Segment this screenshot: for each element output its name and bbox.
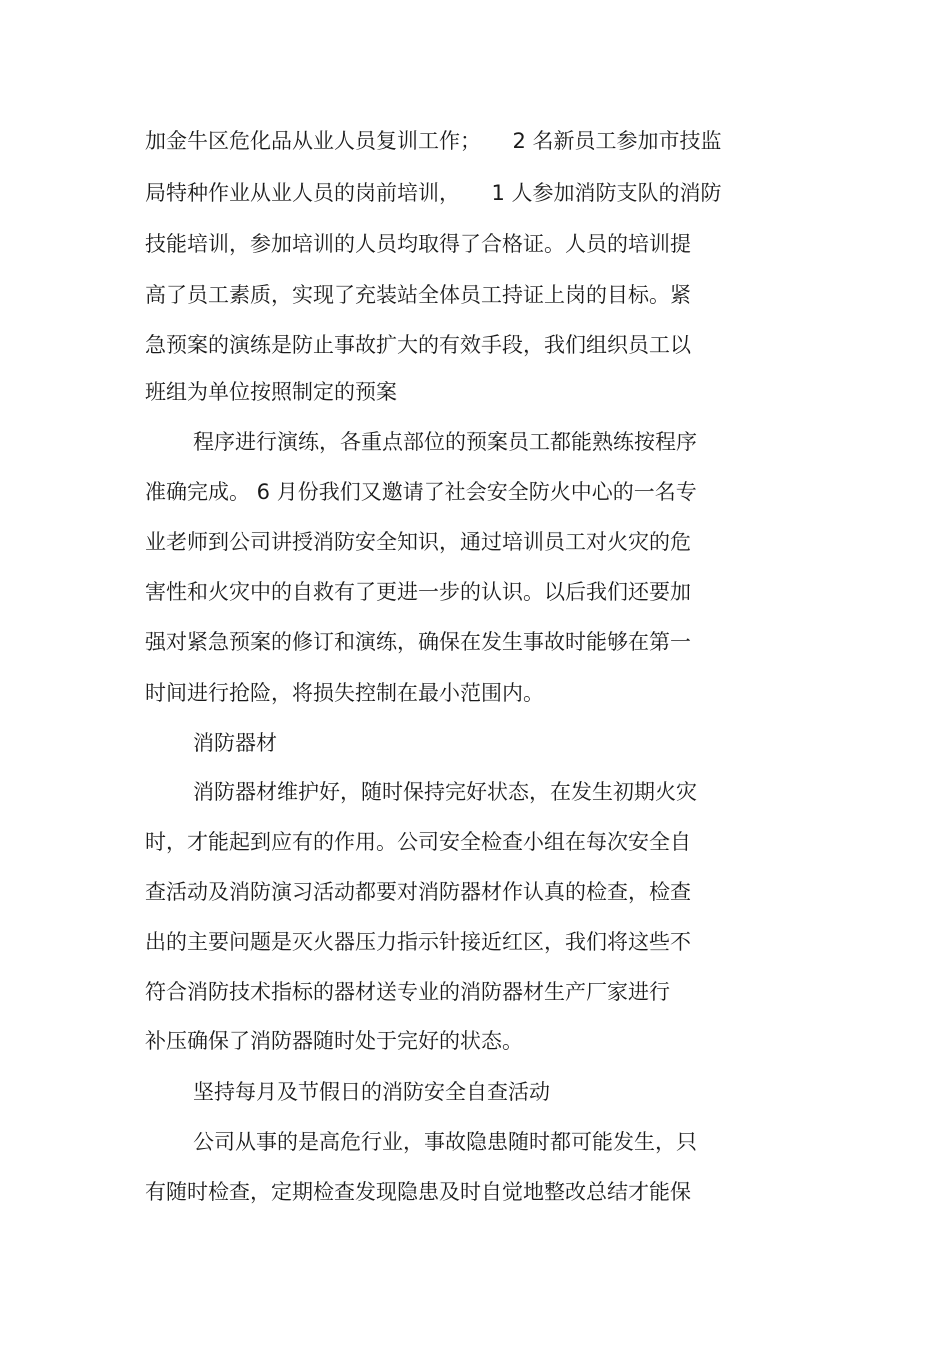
text-line: 班组为单位按照制定的预案 — [145, 380, 397, 404]
text-line: 技能培训，参加培训的人员均取得了合格证。人员的培训提 — [145, 232, 691, 256]
section-heading-self-inspection: 坚持每月及节假日的消防安全自查活动 — [193, 1080, 550, 1104]
text-line: 业老师到公司讲授消防安全知识，通过培训员工对火灾的危 — [145, 530, 691, 554]
text-line: 符合消防技术指标的器材送专业的消防器材生产厂家进行 — [145, 980, 670, 1004]
text-line: 急预案的演练是防止事故扩大的有效手段，我们组织员工以 — [145, 333, 691, 357]
text-line: 出的主要问题是灭火器压力指示针接近红区，我们将这些不 — [145, 930, 691, 954]
text-line: 准确完成。 6 月份我们又邀请了社会安全防火中心的一名专 — [145, 480, 697, 504]
text-line: 查活动及消防演习活动都要对消防器材作认真的检查，检查 — [145, 880, 691, 904]
text-line: 时间进行抢险，将损失控制在最小范围内。 — [145, 681, 544, 705]
text-line: 有随时检查，定期检查发现隐患及时自觉地整改总结才能保 — [145, 1180, 691, 1204]
text-line: 加金牛区危化品从业人员复训工作； 2 名新员工参加市技监 — [145, 129, 722, 153]
text-line: 强对紧急预案的修订和演练，确保在发生事故时能够在第一 — [145, 630, 691, 654]
text-line: 时，才能起到应有的作用。公司安全检查小组在每次安全自 — [145, 830, 691, 854]
text-line: 公司从事的是高危行业，事故隐患随时都可能发生，只 — [193, 1130, 697, 1154]
section-heading-fire-equipment: 消防器材 — [193, 731, 277, 755]
text-line: 高了员工素质，实现了充装站全体员工持证上岗的目标。紧 — [145, 283, 691, 307]
text-line: 程序进行演练，各重点部位的预案员工都能熟练按程序 — [193, 430, 697, 454]
text-line: 消防器材维护好，随时保持完好状态，在发生初期火灾 — [193, 780, 697, 804]
text-line: 害性和火灾中的自救有了更进一步的认识。以后我们还要加 — [145, 580, 691, 604]
text-line: 补压确保了消防器随时处于完好的状态。 — [145, 1029, 523, 1053]
text-line: 局特种作业从业人员的岗前培训， 1 人参加消防支队的消防 — [145, 181, 722, 205]
